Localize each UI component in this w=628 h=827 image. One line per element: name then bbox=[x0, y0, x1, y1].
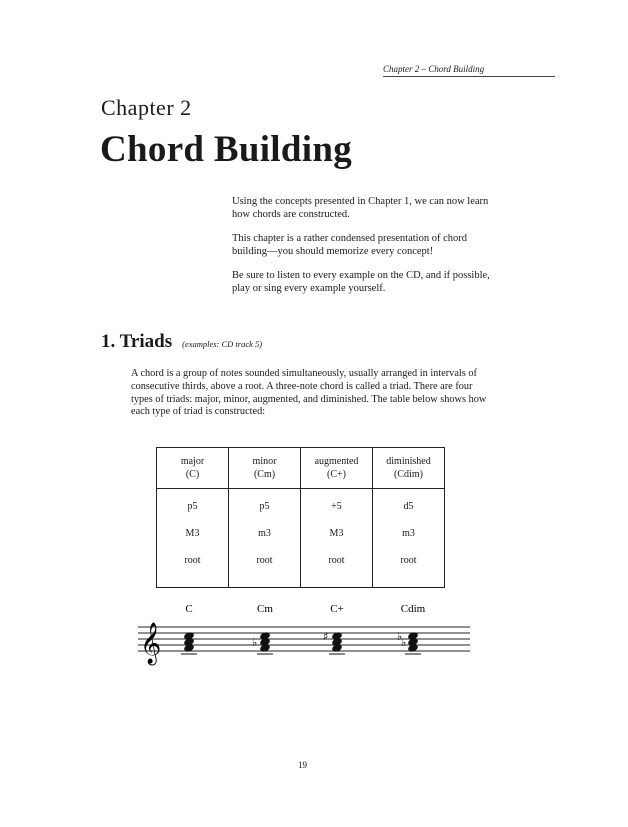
triad-symbol: (C) bbox=[185, 469, 200, 480]
table-cell bbox=[301, 489, 373, 588]
intro-paragraph: This chapter is a rather condensed presentation of chord building—you should memorize every concept! bbox=[232, 233, 467, 257]
chord-notes-cdim bbox=[397, 630, 421, 654]
chord-notes-caug bbox=[323, 630, 345, 654]
table-cell bbox=[373, 489, 445, 588]
chord-label: C+ bbox=[330, 603, 344, 615]
table-header-cell bbox=[229, 448, 301, 489]
table-header-cell bbox=[301, 448, 373, 489]
interval-third: m3 bbox=[402, 528, 415, 539]
music-staff bbox=[130, 600, 480, 670]
treble-clef-icon: 𝄞 bbox=[140, 623, 162, 664]
chord-label: Cm bbox=[257, 603, 273, 615]
interval-fifth: p5 bbox=[259, 501, 270, 512]
intro-paragraph: Using the concepts presented in Chapter 1, we can now learn how chords are constructed. bbox=[232, 196, 489, 220]
table-header-row bbox=[157, 448, 445, 489]
section-title: 1. Triads bbox=[101, 331, 173, 352]
table-header-cell bbox=[373, 448, 445, 489]
chapter-title: Chord Building bbox=[100, 129, 352, 170]
flat-icon: ♭ bbox=[397, 630, 403, 643]
intro-block bbox=[232, 196, 500, 307]
triad-symbol: (C+) bbox=[327, 469, 346, 480]
table-cell bbox=[229, 489, 301, 588]
triad-type-name: major bbox=[180, 456, 205, 467]
flat-icon: ♭ bbox=[252, 636, 258, 649]
interval-third: M3 bbox=[185, 528, 200, 539]
body-paragraph: A chord is a group of notes sounded simultaneously, usually arranged in intervals of consecutive thirds, above a root. A three-note chord is called a triad. There are four types of triads: major, minor, augmented, and diminished. The table below shows how each type of triad is constructed: bbox=[131, 368, 487, 418]
table-header-cell bbox=[157, 448, 229, 489]
triad-symbol: (Cm) bbox=[253, 469, 276, 480]
interval-fifth: d5 bbox=[403, 501, 414, 512]
interval-fifth: p5 bbox=[187, 501, 198, 512]
chord-label: Cdim bbox=[400, 603, 426, 615]
triad-type-name: diminished bbox=[386, 456, 431, 467]
interval-third: M3 bbox=[329, 528, 344, 539]
flat-icon: ♭ bbox=[401, 636, 407, 649]
interval-root: root bbox=[400, 555, 417, 566]
section-heading bbox=[101, 331, 262, 353]
interval-third: m3 bbox=[258, 528, 271, 539]
intro-paragraph: Be sure to listen to every example on the CD, and if possible, play or sing every example yourself. bbox=[232, 270, 490, 294]
table-cell bbox=[157, 489, 229, 588]
chapter-label: Chapter 2 bbox=[101, 95, 192, 120]
sharp-icon: ♯ bbox=[323, 630, 329, 643]
triad-type-name: minor bbox=[252, 456, 277, 467]
table-row bbox=[157, 489, 445, 588]
page-number: 19 bbox=[298, 760, 307, 770]
interval-root: root bbox=[184, 555, 201, 566]
triad-type-name: augmented bbox=[314, 456, 359, 467]
triad-symbol: (Cdim) bbox=[394, 469, 423, 480]
interval-root: root bbox=[328, 555, 345, 566]
chord-label: C bbox=[185, 603, 193, 615]
interval-root: root bbox=[256, 555, 273, 566]
triad-table bbox=[156, 447, 445, 588]
interval-fifth: +5 bbox=[331, 501, 342, 512]
section-note: (examples: CD track 5) bbox=[182, 339, 263, 349]
running-header: Chapter 2 – Chord Building bbox=[383, 64, 555, 77]
